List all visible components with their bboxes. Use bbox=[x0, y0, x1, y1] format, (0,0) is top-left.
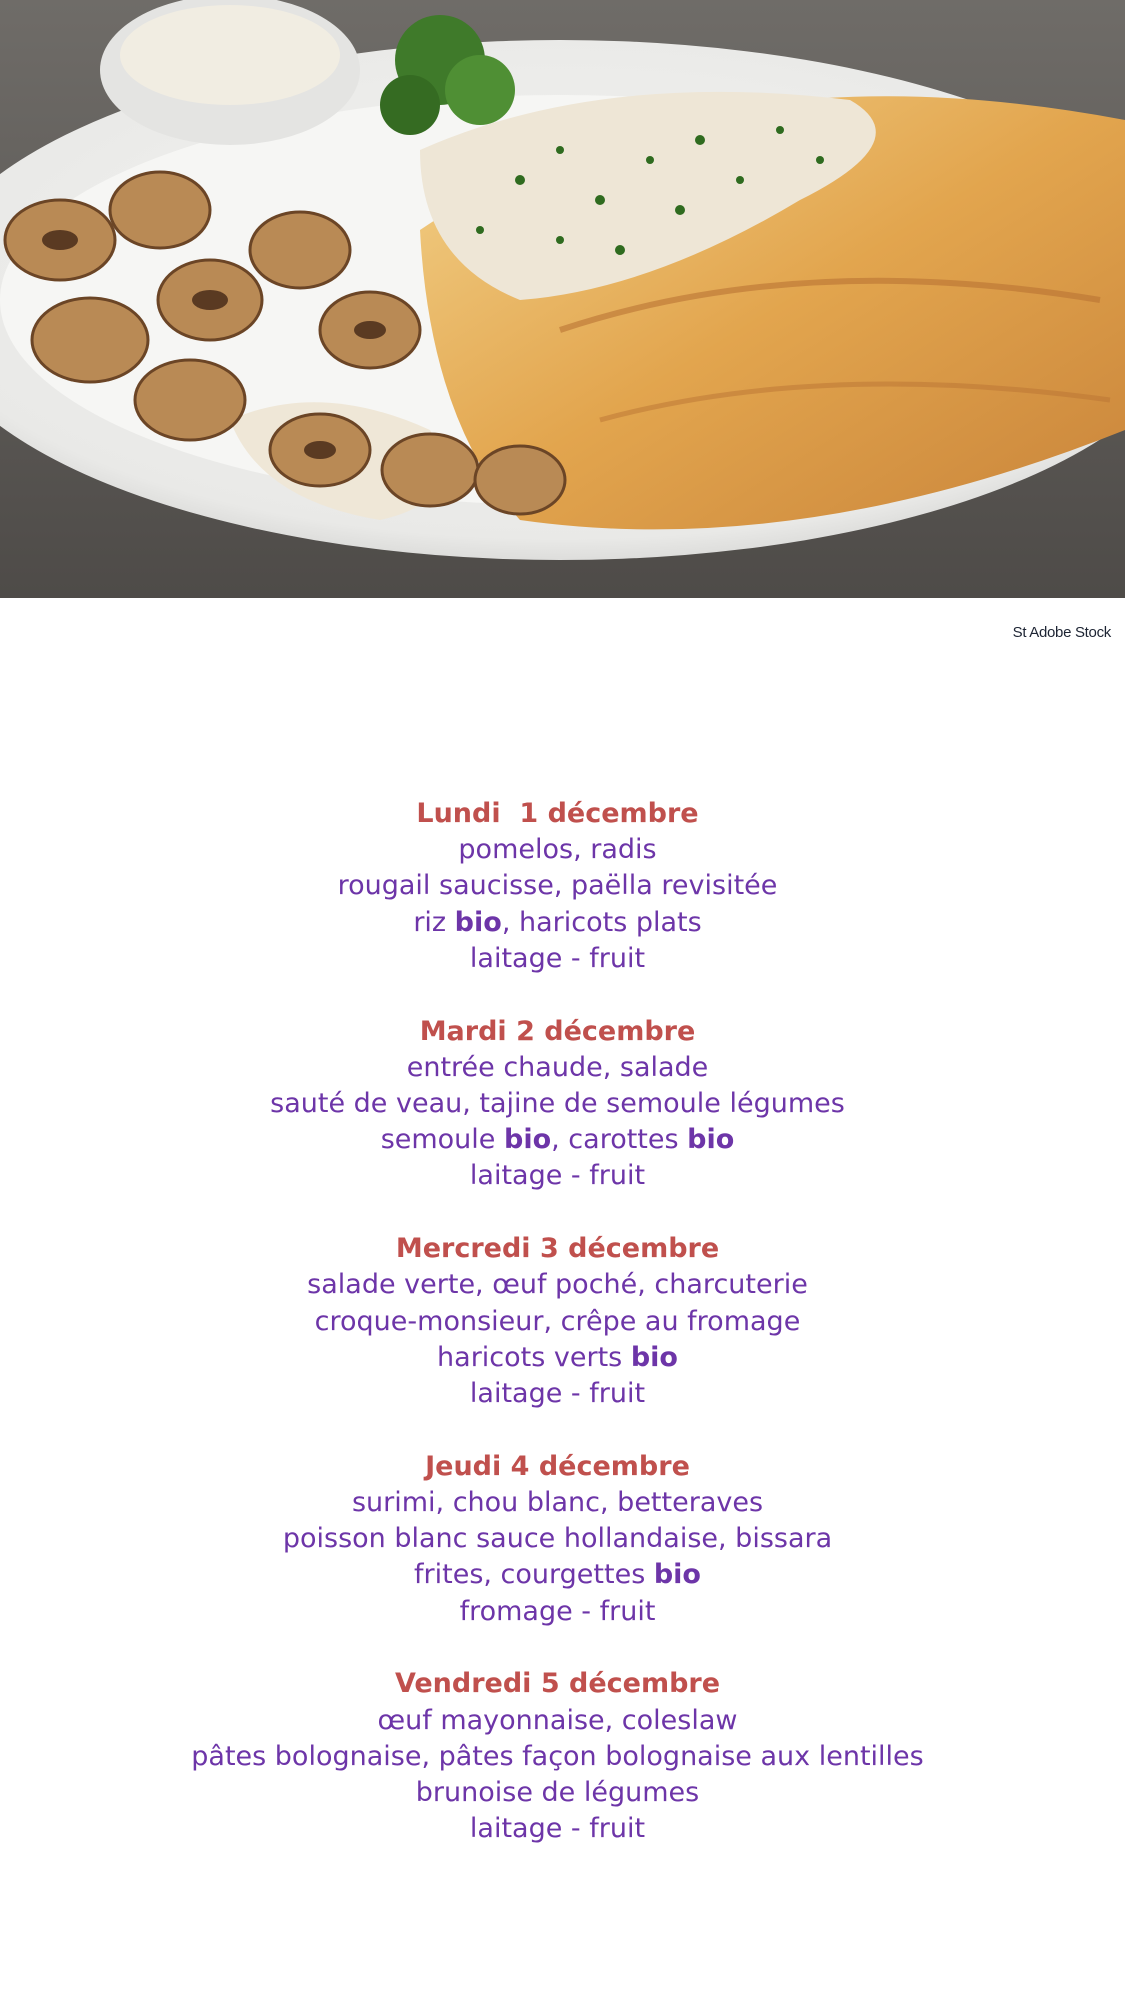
menu-item-text: poisson blanc sauce hollandaise, bissara bbox=[282, 1523, 833, 1555]
menu-item-text: laitage - fruit bbox=[469, 1813, 646, 1845]
menu-line bbox=[0, 1557, 1115, 1593]
menu-item-text: entrée chaude, salade bbox=[406, 1051, 709, 1083]
menu-day bbox=[0, 1666, 1115, 1847]
menu-item-text: , carottes bbox=[551, 1124, 688, 1156]
bio-label: bio bbox=[504, 1124, 552, 1156]
menu-line bbox=[0, 941, 1115, 977]
menu-line bbox=[0, 1775, 1115, 1811]
bio-label: bio bbox=[687, 1124, 735, 1156]
menu-line bbox=[0, 1376, 1115, 1412]
menu-item-text: frites, courgettes bbox=[414, 1559, 654, 1591]
menu-item-text: riz bbox=[413, 906, 455, 938]
menu-item-text: laitage - fruit bbox=[469, 1378, 646, 1410]
menu-line bbox=[0, 1086, 1115, 1122]
menu-item-text: laitage - fruit bbox=[469, 1160, 646, 1192]
menu-line bbox=[0, 1594, 1115, 1630]
menu-line bbox=[0, 1267, 1115, 1303]
menu-item-text: sauté de veau, tajine de semoule légumes bbox=[270, 1088, 845, 1120]
menu-day bbox=[0, 796, 1115, 977]
menu-item-text: pomelos, radis bbox=[458, 834, 657, 866]
bio-label: bio bbox=[653, 1559, 701, 1591]
menu-item-text: fromage - fruit bbox=[459, 1595, 656, 1627]
menu-day bbox=[0, 1231, 1115, 1412]
menu-item-text: laitage - fruit bbox=[469, 942, 646, 974]
menu-line bbox=[0, 868, 1115, 904]
day-title: Jeudi 4 décembre bbox=[425, 1450, 690, 1482]
menu-item-text: pâtes bolognaise, pâtes façon bolognaise aux lentilles bbox=[191, 1740, 924, 1772]
menu-line bbox=[0, 1158, 1115, 1194]
photo-illustration bbox=[0, 0, 1125, 598]
menu-item-text: haricots verts bbox=[437, 1341, 631, 1373]
menu-item-text: surimi, chou blanc, betteraves bbox=[351, 1487, 764, 1519]
menu-line bbox=[0, 1811, 1115, 1847]
weekly-menu bbox=[0, 796, 1115, 1884]
menu-line bbox=[0, 1122, 1115, 1158]
menu-line bbox=[0, 1304, 1115, 1340]
menu-line bbox=[0, 1739, 1115, 1775]
day-title: Vendredi 5 décembre bbox=[394, 1668, 721, 1700]
menu-line bbox=[0, 1485, 1115, 1521]
menu-day bbox=[0, 1014, 1115, 1195]
day-title: Mardi 2 décembre bbox=[419, 1015, 696, 1047]
day-title: Mercredi 3 décembre bbox=[395, 1233, 720, 1265]
photo-credit: St Adobe Stock bbox=[1012, 624, 1111, 641]
menu-line bbox=[0, 1340, 1115, 1376]
menu-day bbox=[0, 1449, 1115, 1630]
menu-item-text: salade verte, œuf poché, charcuterie bbox=[307, 1269, 808, 1301]
menu-item-text: semoule bbox=[380, 1124, 504, 1156]
menu-item-text: croque-monsieur, crêpe au fromage bbox=[314, 1305, 801, 1337]
menu-line bbox=[0, 1703, 1115, 1739]
menu-line bbox=[0, 905, 1115, 941]
crepes-mushrooms-photo bbox=[0, 0, 1125, 598]
menu-item-text: œuf mayonnaise, coleslaw bbox=[377, 1704, 738, 1736]
menu-item-text: , haricots plats bbox=[501, 906, 702, 938]
menu-line bbox=[0, 1521, 1115, 1557]
bio-label: bio bbox=[630, 1341, 678, 1373]
menu-line bbox=[0, 1050, 1115, 1086]
bio-label: bio bbox=[454, 906, 502, 938]
day-title: Lundi 1 décembre bbox=[416, 798, 699, 829]
menu-line bbox=[0, 832, 1115, 868]
menu-item-text: rougail saucisse, paëlla revisitée bbox=[337, 870, 778, 902]
menu-item-text: brunoise de légumes bbox=[415, 1777, 700, 1809]
